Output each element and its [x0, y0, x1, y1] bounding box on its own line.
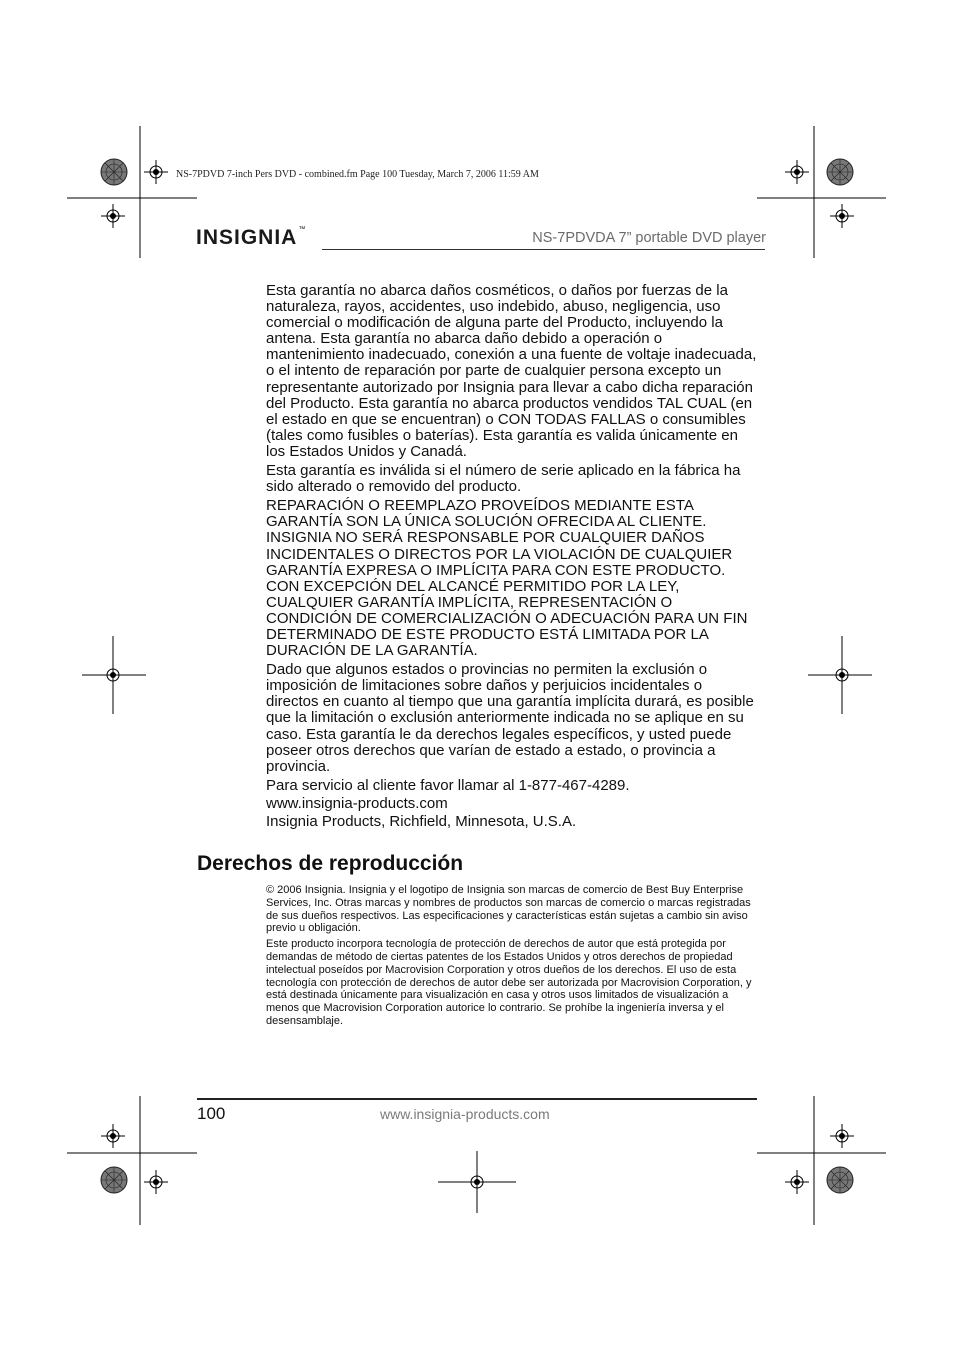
section-heading: Derechos de reproducción [197, 852, 464, 875]
paragraph: Este producto incorpora tecnología de protección de derechos de autor que está protegida por demandas de método de ciertas patentes de los Estados Unidos y otros derechos de propiedad intelectual poseídos por Macrovision Corporation y otros dueños de los derechos. El uso de esta tecnología con protección de derechos de autor debe ser autorizada por Macrovision Corporation, y está destinada únicamente para visualización en casa y otros usos limitados de visualización a menos que Macrovision Corporation autorice lo contrario. Se prohíbe la ingeniería inversa y el desensamblaje. [266, 938, 752, 1027]
paragraph: Para servicio al cliente favor llamar al 1-877-467-4289. [266, 776, 630, 794]
footer-url: www.insignia-products.com [380, 1106, 550, 1122]
paragraph: Dado que algunos estados o provincias no permiten la exclusión o imposición de limitaciones sobre daños y perjuicios incidentales o directos en cuanto al tiempo que una garantía implícita durará, es posible que la limitación o exclusión anteriormente indicada no se aplique en su caso. Esta garantía le da derechos legales específicos, y usted puede poseer otros derechos que varían de estado a estado, o provincia a provincia. [266, 661, 754, 775]
header-rule [322, 249, 765, 250]
slug-line: NS-7PDVD 7-inch Pers DVD - combined.fm Page 100 Tuesday, March 7, 2006 11:59 AM [176, 169, 539, 180]
paragraph: Insignia Products, Richfield, Minnesota, U.S.A. [266, 813, 577, 830]
paragraph: www.insignia-products.com [266, 794, 448, 812]
paragraph: Esta garantía no abarca daños cosméticos, o daños por fuerzas de la naturaleza, rayos, accidentes, uso indebido, abuso, negligencia, uso comercial o modificación de alguna parte del Producto, incluyendo la antena. Esta garantía no abarca daño debido a operación o mantenimiento inadecuado, conexión a una fuente de voltaje inadecuada, o el intento de reparación por parte de cualquier persona excepto un representante autorizado por Insignia para llevar a cabo dicha reparación del Producto. Esta garantía no abarca productos vendidos TAL CUAL (en el estado en que se encuentran) o CON TODAS FALLAS o consumibles (tales como fusibles o baterías). Esta garantía es valida únicamente en los Estados Unidos y Canadá. [266, 282, 757, 460]
header-title: NS-7PDVDA 7” portable DVD player [532, 230, 766, 246]
paragraph: Esta garantía es inválida si el número de serie aplicado en la fábrica ha sido alterado o removido del producto. [266, 462, 741, 496]
warranty-body [266, 283, 758, 832]
copyright-body [266, 884, 758, 1031]
footer-rule [197, 1098, 757, 1100]
paragraph: REPARACIÓN O REEMPLAZO PROVEÍDOS MEDIANTE ESTA GARANTÍA SON LA ÚNICA SOLUCIÓN OFRECIDA AL CLIENTE. INSIGNIA NO SERÁ RESPONSABLE POR CUALQUIER DAÑOS INCIDENTALES O DIRECTOS POR LA VIOLACIÓN DE CUALQUIER GARANTÍA EXPRESA O IMPLÍCITA PARA CON ESTE PRODUCTO. CON EXCEPCIÓN DEL ALCANCÉ PERMITIDO POR LA LEY, CUALQUIER GARANTÍA IMPLÍCITA, REPRESENTACIÓN O CONDICIÓN DE COMERCIALIZACIÓN O ADECUACIÓN PARA UN FIN DETERMINADO DE ESTE PRODUCTO ESTÁ LIMITADA POR LA DURACIÓN DE LA GARANTÍA. [266, 497, 748, 660]
logo-wordmark: INSIGNIA [196, 226, 298, 249]
paragraph: © 2006 Insignia. Insignia y el logotipo de Insignia son marcas de comercio de Best Buy Enterprise Services, Inc. Otras marcas y nombres de productos son marcas de comercio o marcas registradas de sus dueños respectivos. Las especificaciones y características están sujetas a cambio sin aviso previo u obligación. [266, 884, 751, 935]
insignia-logo [196, 226, 312, 260]
logo-trademark: ™ [298, 226, 306, 233]
page-number: 100 [197, 1104, 226, 1123]
